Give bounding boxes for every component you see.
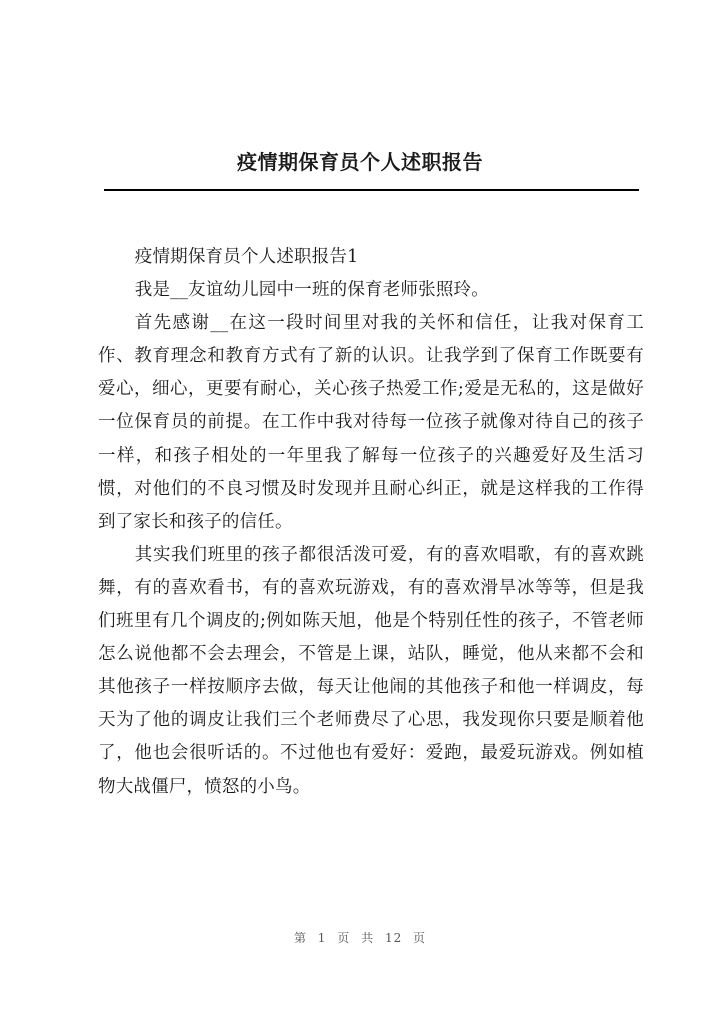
total-page-count: 12 (384, 931, 403, 945)
page-footer (0, 929, 720, 946)
paragraph-heading: 疫情期保育员个人述职报告1 (134, 247, 359, 267)
paragraph-class-children: 其实我们班里的孩子都很活泼可爱，有的喜欢唱歌，有的喜欢跳舞，有的喜欢看书，有的喜欢玩游戏，有的喜欢滑旱冰等等，但是我们班里有几个调皮的;例如陈天旭，他是个特别任性的孩子，不管老师怎么说他都不会去理会，不管是上课，站队，睡觉，他从来都不会和其他孩子一样按顺序去做，每天让他闹的其他孩子和他一样调皮，每天为了他的调皮让我们三个老师费尽了心思，我发现你只要是顺着他了，他也会很听话的。不过他也有爱好：爱跑，最爱玩游戏。例如植物大战僵尸，愤怒的小鸟。 (98, 544, 644, 797)
paragraph-thanks: 首先感谢__在这一段时间里对我的关怀和信任，让我对保育工作、教育理念和教育方式有了新的认识。让我学到了保育工作既要有爱心，细心，更要有耐心，关心孩子热爱工作;爱是无私的，这是做好一位保育员的前提。在工作中我对待每一位孩子就像对待自己的孩子一样，和孩子相处的一年里我了解每一位孩子的兴趣爱好及生活习惯，对他们的不良习惯及时发现并且耐心纠正，就是这样我的工作得到了家长和孩子的信任。 (98, 313, 644, 532)
document-body (98, 241, 644, 804)
paragraph-intro: 我是__友谊幼儿园中一班的保育老师张照玲。 (134, 280, 489, 301)
page-unit: 页 (337, 931, 351, 945)
page-label: 第 (293, 931, 307, 945)
total-unit: 页 (413, 931, 427, 945)
title-divider (104, 189, 639, 191)
document-title: 疫情期保育员个人述职报告 (237, 150, 483, 174)
total-label: 共 (361, 931, 375, 945)
current-page-number: 1 (317, 931, 327, 945)
